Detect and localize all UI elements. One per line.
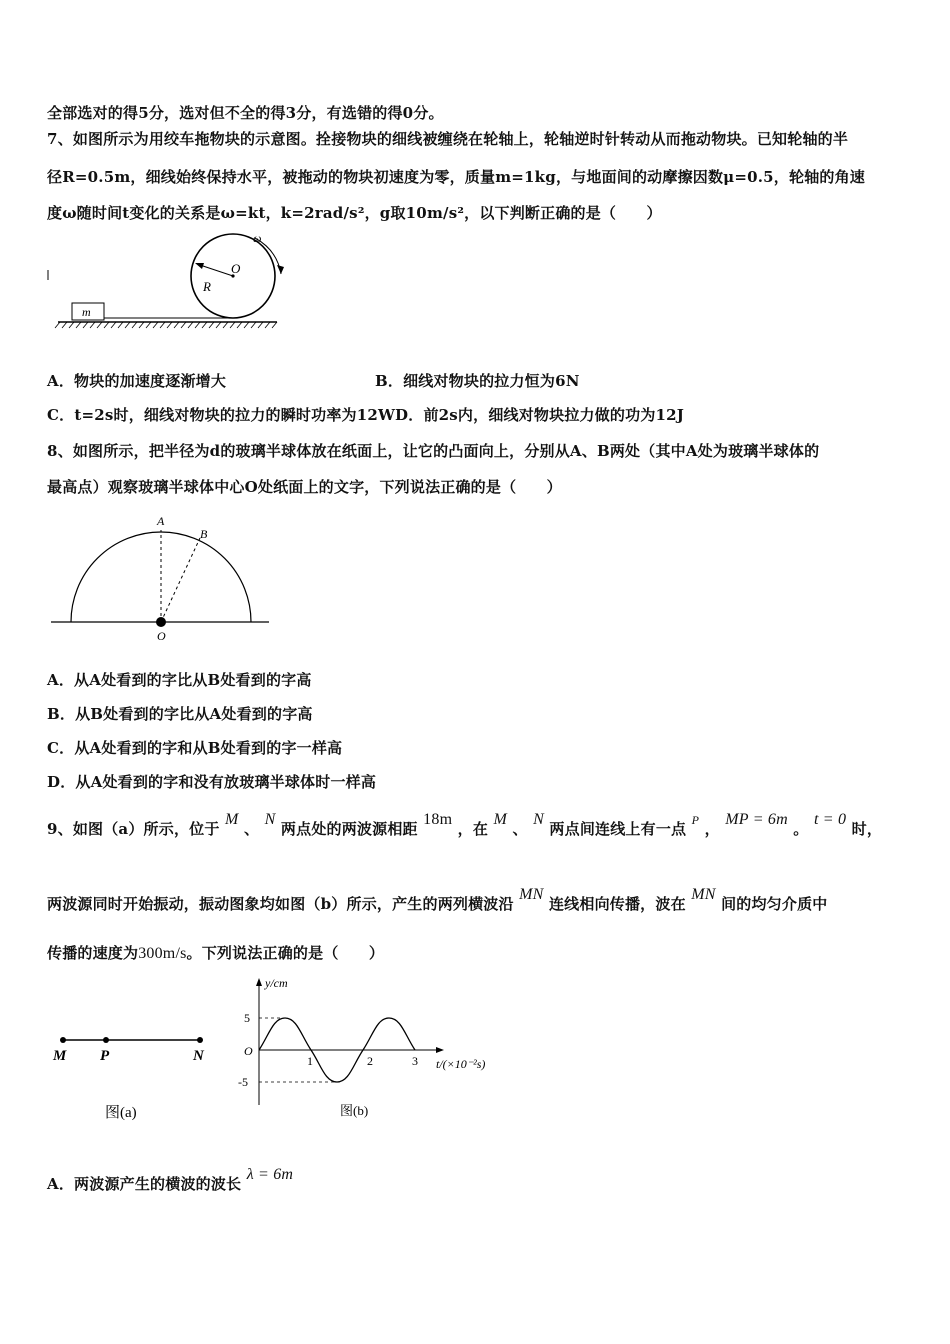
q9-sep2: 、: [512, 820, 528, 838]
fig-b-origin: O: [244, 1044, 253, 1058]
q9-mn: MN: [519, 886, 544, 903]
fig-a-label-m: M: [53, 1048, 67, 1064]
q9-comma: ，: [704, 820, 720, 838]
q8-option-a: A．从A处看到的字比从B处看到的字高: [47, 671, 312, 689]
q9-figure-b: [230, 975, 520, 1125]
fig-a-label-p: P: [100, 1048, 110, 1064]
q7-line2: 径R=0.5m，细线始终保持水平，被拖动的物块初速度为零，质量m=1kg，与地面间的动摩擦因数μ=0.5，轮轴的角速: [47, 168, 866, 186]
fig-b-yn5: -5: [238, 1075, 248, 1089]
q9-line2: [47, 886, 828, 914]
q8-hemisphere-figure: [45, 508, 275, 648]
q9-sep: 、: [243, 820, 260, 838]
fig-b-xlabel: t/(×10⁻²s): [436, 1057, 486, 1071]
q8-option-c: C．从A处看到的字和从B处看到的字一样高: [47, 739, 343, 757]
q9-mp: MP = 6m: [725, 811, 788, 828]
q9-n2: N: [533, 811, 544, 828]
q8-line2: 最高点）观察玻璃半球体中心O处纸面上的文字，下列说法正确的是（ ）: [47, 478, 562, 496]
q9-l3b: 。下列说法正确的是（ ）: [186, 944, 385, 962]
point-o-label: O: [157, 629, 166, 643]
fig-b-caption: 图(b): [340, 1103, 369, 1118]
q9-option-a: [47, 1166, 294, 1194]
q8-line1: 8、如图所示，把半径为d的玻璃半球体放在纸面上，让它的凸面向上，分别从A、B两处（其中A处为玻璃半球体的: [47, 442, 820, 460]
fig-b-y5: 5: [244, 1011, 250, 1025]
q9-l3a: 传播的速度为: [47, 944, 139, 962]
q9-dist: 18m: [423, 811, 453, 828]
q9-p: P: [691, 813, 700, 827]
fig-b-ylabel: y/cm: [265, 976, 288, 990]
q9-l1a: 9、如图（a）所示，位于: [47, 820, 220, 838]
q7-option-cd: C．t=2s时，细线对物块的拉力的瞬时功率为12WD．前2s内，细线对物块拉力做的功为12J: [47, 406, 685, 424]
q9-line3: [47, 942, 384, 963]
q9-l2b: 连线相向传播，波在: [548, 895, 686, 913]
q8-option-d: D．从A处看到的字和没有放玻璃半球体时一样高: [47, 773, 377, 791]
q9-l2c: 间的均匀介质中: [721, 895, 828, 913]
q7-winch-figure: [45, 228, 305, 338]
fig-b-t3: 3: [412, 1054, 418, 1068]
q9-figure-a: [45, 1025, 225, 1130]
fig-b-t1: 1: [307, 1054, 313, 1068]
q9-l1d: 两点间连线上有一点: [549, 820, 687, 838]
q9-n: N: [264, 811, 276, 828]
point-a-label: A: [157, 514, 165, 528]
q9-dot: 。: [793, 820, 809, 838]
q9-line1: [47, 811, 883, 839]
omega-label: ω: [253, 231, 262, 245]
q9-l1e: 时，: [851, 820, 883, 838]
fig-a-label-n: N: [193, 1048, 204, 1064]
fig-b-t2: 2: [367, 1054, 373, 1068]
q7-option-b: B．细线对物块的拉力恒为6N: [375, 372, 580, 390]
q9-mn2: MN: [691, 886, 716, 903]
q9-m: M: [225, 811, 239, 828]
block-label-m: m: [82, 305, 91, 319]
q9-l1b: 两点处的两波源相距: [280, 820, 418, 838]
q9-l2a: 两波源同时开始振动，振动图象均如图（b）所示，产生的两列横波沿: [47, 895, 514, 913]
q9-t0: t = 0: [813, 811, 847, 828]
q7-line3: 度ω随时间t变化的关系是ω=kt，k=2rad/s²，g取10m/s²，以下判断正确的是（ ）: [47, 204, 662, 222]
center-label-o: O: [231, 261, 241, 276]
q9-lambda: λ = 6m: [246, 1166, 294, 1183]
intro-text: 全部选对的得5分，选对但不全的得3分，有选错的得0分。: [47, 104, 444, 122]
q7-option-a: A．物块的加速度逐渐增大: [47, 372, 227, 390]
q9-l1c: ，在: [457, 820, 489, 838]
q9-speed: 300m/s: [138, 945, 187, 962]
q8-option-b: B．从B处看到的字比从A处看到的字高: [47, 705, 313, 723]
q9-option-a-text: A．两波源产生的横波的波长: [47, 1175, 242, 1193]
fig-a-caption: 图(a): [105, 1105, 137, 1121]
q7-line1: 7、如图所示为用绞车拖物块的示意图。拴接物块的细线被缠绕在轮轴上，轮轴逆时针转动从而拖动物块。已知轮轴的半: [47, 130, 849, 148]
radius-label-r: R: [203, 279, 211, 294]
q9-m2: M: [493, 811, 508, 828]
point-b-label: B: [200, 527, 208, 541]
